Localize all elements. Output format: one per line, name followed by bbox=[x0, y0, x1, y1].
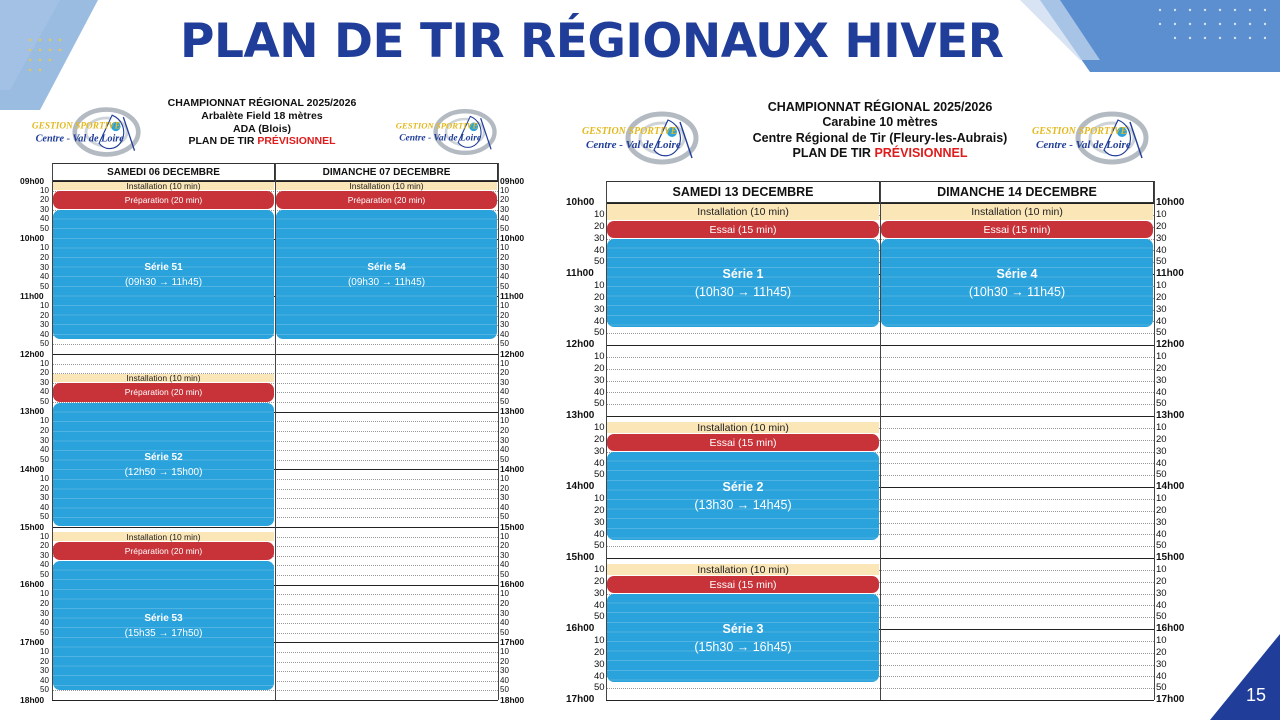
time-label-right: 10 bbox=[500, 185, 509, 195]
hour-gridline bbox=[606, 700, 1154, 701]
install-block: Installation (10 min) bbox=[607, 422, 879, 433]
prep-block: Essai (15 min) bbox=[607, 576, 879, 593]
serie-block bbox=[276, 210, 497, 339]
time-label-left: 20 bbox=[40, 310, 49, 320]
prep-block: Essai (15 min) bbox=[881, 221, 1153, 238]
serie-block bbox=[881, 239, 1153, 327]
time-label-left: 40 bbox=[594, 457, 605, 469]
time-label-right: 12h00 bbox=[500, 348, 525, 359]
time-label-left: 20 bbox=[40, 195, 49, 205]
time-label-right: 40 bbox=[1156, 315, 1167, 327]
time-label-left: 30 bbox=[40, 377, 49, 387]
time-label-left: 12h00 bbox=[20, 348, 45, 359]
time-label-left: 30 bbox=[594, 303, 605, 315]
time-label-right: 40 bbox=[500, 502, 509, 512]
time-label-left: 50 bbox=[594, 398, 605, 410]
time-label-right: 10 bbox=[1156, 280, 1167, 292]
logo-text-top: GESTION SPORTIVE bbox=[395, 120, 479, 131]
serie-title: Série 2 bbox=[722, 479, 764, 494]
time-label-left: 10 bbox=[40, 243, 49, 253]
time-label-left: 15h00 bbox=[20, 521, 45, 532]
time-label-right: 20 bbox=[500, 368, 509, 378]
serie-block bbox=[607, 239, 879, 327]
right-plan-status: PRÉVISIONNEL bbox=[874, 145, 968, 160]
time-label-left: 40 bbox=[40, 618, 49, 628]
time-label-left: 14h00 bbox=[20, 464, 45, 475]
time-label-right: 10 bbox=[500, 531, 509, 541]
time-label-right: 30 bbox=[500, 666, 509, 676]
serie-title: Série 54 bbox=[367, 261, 406, 273]
time-label-right: 40 bbox=[500, 214, 509, 224]
time-label-left: 10h00 bbox=[566, 197, 595, 208]
time-label-right: 20 bbox=[1156, 575, 1167, 587]
time-label-right: 20 bbox=[1156, 220, 1167, 232]
time-label-left: 15h00 bbox=[566, 552, 595, 563]
serie-time: (09h30 → 11h45) bbox=[347, 276, 426, 288]
time-label-left: 30 bbox=[594, 658, 605, 670]
day-header: DIMANCHE 07 DECEMBRE bbox=[275, 163, 498, 181]
time-label-left: 10 bbox=[594, 564, 605, 576]
time-label-left: 30 bbox=[594, 232, 605, 244]
time-label-right: 30 bbox=[1156, 587, 1167, 599]
time-label-left: 40 bbox=[40, 214, 49, 224]
time-label-left: 40 bbox=[40, 502, 49, 512]
time-label-right: 40 bbox=[500, 272, 509, 282]
time-label-left: 30 bbox=[40, 493, 49, 503]
corner-decoration-top-right bbox=[1020, 0, 1280, 72]
time-label-right: 50 bbox=[1156, 611, 1167, 623]
column-divider bbox=[498, 163, 499, 700]
time-label-right: 50 bbox=[500, 397, 509, 407]
time-label-left: 10 bbox=[40, 185, 49, 195]
time-label-left: 50 bbox=[40, 685, 49, 695]
time-label-left: 50 bbox=[40, 281, 49, 291]
corner-decoration-bottom-right bbox=[1210, 634, 1280, 720]
time-label-left: 12h00 bbox=[566, 339, 595, 350]
time-label-right: 10 bbox=[1156, 564, 1167, 576]
serie-time: (15h30 → 16h45) bbox=[694, 639, 792, 654]
time-label-left: 10 bbox=[594, 422, 605, 434]
time-label-right: 20 bbox=[500, 252, 509, 262]
time-label-left: 20 bbox=[40, 368, 49, 378]
time-label-right: 11h00 bbox=[1156, 268, 1184, 279]
install-block: Installation (10 min) bbox=[607, 204, 879, 221]
serie-time: (15h35 → 17h50) bbox=[124, 627, 203, 639]
prep-block: Essai (15 min) bbox=[607, 221, 879, 238]
time-label-right: 10h00 bbox=[500, 233, 525, 244]
serie-block bbox=[607, 594, 879, 682]
time-label-right: 30 bbox=[500, 262, 509, 272]
logo-text-top: GESTION SPORTIVE bbox=[1032, 126, 1128, 137]
time-label-right: 30 bbox=[1156, 303, 1167, 315]
time-label-right: 13h00 bbox=[1156, 410, 1185, 421]
day-header: DIMANCHE 14 DECEMBRE bbox=[880, 181, 1154, 203]
time-label-left: 30 bbox=[594, 445, 605, 457]
logo-left-2 bbox=[394, 106, 498, 158]
time-label-left: 40 bbox=[594, 315, 605, 327]
time-label-right: 10 bbox=[1156, 351, 1167, 363]
left-discipline: Arbalète Field 18 mètres bbox=[201, 109, 323, 122]
time-label-left: 40 bbox=[40, 387, 49, 397]
time-label-left: 10 bbox=[40, 473, 49, 483]
time-label-right: 30 bbox=[500, 320, 509, 330]
time-label-left: 13h00 bbox=[20, 406, 45, 417]
time-label-left: 50 bbox=[594, 682, 605, 694]
time-label-left: 50 bbox=[40, 397, 49, 407]
time-label-left: 30 bbox=[40, 666, 49, 676]
logo-right-1 bbox=[574, 108, 706, 168]
right-discipline: Carabine 10 mètres bbox=[822, 115, 938, 130]
time-label-right: 17h00 bbox=[1156, 694, 1185, 705]
prep-block: Préparation (20 min) bbox=[53, 191, 274, 209]
left-plan-prefix: PLAN DE TIR bbox=[188, 135, 258, 148]
time-label-right: 11h00 bbox=[500, 291, 524, 302]
logo-text-bottom: Centre - Val de Loire bbox=[399, 133, 482, 144]
time-label-left: 30 bbox=[594, 587, 605, 599]
time-label-right: 09h00 bbox=[500, 175, 525, 186]
time-label-left: 20 bbox=[594, 575, 605, 587]
right-panel-header bbox=[700, 100, 1060, 161]
time-label-left: 20 bbox=[594, 504, 605, 516]
serie-title: Série 4 bbox=[996, 266, 1038, 281]
time-label-right: 15h00 bbox=[1156, 552, 1185, 563]
time-label-left: 20 bbox=[594, 646, 605, 658]
time-label-left: 20 bbox=[594, 291, 605, 303]
time-label-right: 10 bbox=[1156, 635, 1167, 647]
time-label-left: 50 bbox=[40, 627, 49, 637]
time-label-left: 18h00 bbox=[20, 694, 45, 705]
time-label-left: 30 bbox=[594, 516, 605, 528]
time-label-right: 30 bbox=[500, 550, 509, 560]
left-plan-status: PRÉVISIONNEL bbox=[257, 135, 336, 148]
day-header: SAMEDI 13 DECEMBRE bbox=[606, 181, 880, 203]
serie-time: (13h30 → 14h45) bbox=[694, 497, 792, 512]
time-label-right: 30 bbox=[500, 435, 509, 445]
time-label-right: 50 bbox=[1156, 398, 1167, 410]
logo-text-top: GESTION SPORTIVE bbox=[582, 126, 678, 137]
time-label-left: 20 bbox=[594, 362, 605, 374]
time-label-left: 30 bbox=[40, 550, 49, 560]
time-label-left: 10 bbox=[40, 358, 49, 368]
page-number: 15 bbox=[1245, 685, 1266, 705]
time-label-left: 50 bbox=[40, 224, 49, 234]
time-label-right: 20 bbox=[1156, 433, 1167, 445]
time-label-right: 30 bbox=[500, 493, 509, 503]
time-label-left: 10 bbox=[40, 531, 49, 541]
time-label-right: 10 bbox=[500, 646, 509, 656]
time-label-left: 30 bbox=[40, 320, 49, 330]
time-label-right: 20 bbox=[1156, 504, 1167, 516]
time-label-left: 14h00 bbox=[566, 481, 595, 492]
time-label-right: 50 bbox=[1156, 469, 1167, 481]
time-label-left: 10 bbox=[40, 589, 49, 599]
time-label-left: 40 bbox=[40, 272, 49, 282]
time-label-left: 16h00 bbox=[566, 623, 595, 634]
time-label-right: 40 bbox=[500, 387, 509, 397]
serie-block bbox=[53, 210, 274, 339]
time-label-right: 20 bbox=[1156, 362, 1167, 374]
install-block: Installation (10 min) bbox=[881, 204, 1153, 221]
time-label-left: 40 bbox=[40, 675, 49, 685]
page-title: PLAN DE TIR RÉGIONAUX HIVER bbox=[180, 14, 1004, 69]
time-label-left: 10h00 bbox=[20, 233, 45, 244]
time-label-right: 50 bbox=[1156, 327, 1167, 339]
time-label-right: 20 bbox=[500, 483, 509, 493]
time-label-right: 20 bbox=[1156, 291, 1167, 303]
time-label-right: 50 bbox=[1156, 256, 1167, 268]
left-location: ADA (Blois) bbox=[233, 122, 291, 135]
time-label-right: 50 bbox=[500, 570, 509, 580]
time-label-left: 30 bbox=[40, 435, 49, 445]
time-label-left: 10 bbox=[594, 209, 605, 221]
time-label-left: 30 bbox=[594, 374, 605, 386]
time-label-left: 50 bbox=[594, 540, 605, 552]
right-plan-line bbox=[700, 146, 1060, 161]
time-label-left: 10 bbox=[594, 493, 605, 505]
time-label-right: 40 bbox=[1156, 457, 1167, 469]
serie-title: Série 51 bbox=[144, 261, 183, 273]
serie-title: Série 1 bbox=[722, 266, 764, 281]
time-label-left: 40 bbox=[594, 670, 605, 682]
time-label-right: 20 bbox=[500, 195, 509, 205]
time-label-right: 50 bbox=[500, 281, 509, 291]
serie-title: Série 52 bbox=[144, 451, 183, 463]
time-label-left: 40 bbox=[594, 244, 605, 256]
prep-block: Préparation (20 min) bbox=[53, 383, 274, 401]
hour-gridline bbox=[52, 700, 498, 701]
left-championship: CHAMPIONNAT RÉGIONAL 2025/2026 bbox=[167, 97, 357, 109]
time-label-right: 30 bbox=[500, 608, 509, 618]
time-label-left: 17h00 bbox=[566, 694, 595, 705]
prep-block: Essai (15 min) bbox=[607, 434, 879, 451]
logo-left-1 bbox=[26, 104, 146, 160]
time-label-right: 50 bbox=[500, 224, 509, 234]
time-label-right: 18h00 bbox=[500, 694, 525, 705]
time-label-right: 12h00 bbox=[1156, 339, 1185, 350]
day-header: SAMEDI 06 DECEMBRE bbox=[52, 163, 275, 181]
time-label-right: 10h00 bbox=[1156, 197, 1185, 208]
time-label-left: 10 bbox=[594, 280, 605, 292]
time-label-left: 13h00 bbox=[566, 410, 595, 421]
time-label-right: 10 bbox=[1156, 422, 1167, 434]
time-label-left: 30 bbox=[40, 262, 49, 272]
time-label-left: 10 bbox=[40, 416, 49, 426]
logo-text-bottom: Centre - Val de Loire bbox=[586, 139, 681, 151]
time-label-left: 16h00 bbox=[20, 579, 45, 590]
time-label-right: 40 bbox=[1156, 386, 1167, 398]
time-label-left: 40 bbox=[594, 386, 605, 398]
time-label-left: 20 bbox=[594, 220, 605, 232]
time-label-right: 20 bbox=[500, 541, 509, 551]
time-label-right: 10 bbox=[1156, 493, 1167, 505]
time-label-right: 50 bbox=[500, 454, 509, 464]
time-label-right: 14h00 bbox=[1156, 481, 1185, 492]
time-label-right: 50 bbox=[1156, 540, 1167, 552]
time-label-left: 17h00 bbox=[20, 637, 45, 648]
time-label-right: 10 bbox=[500, 473, 509, 483]
right-schedule bbox=[566, 181, 1194, 705]
time-label-left: 10 bbox=[40, 300, 49, 310]
time-label-right: 40 bbox=[500, 675, 509, 685]
time-label-left: 50 bbox=[594, 611, 605, 623]
logo-text-bottom: Centre - Val de Loire bbox=[35, 133, 124, 145]
time-label-left: 20 bbox=[40, 252, 49, 262]
time-label-right: 40 bbox=[500, 329, 509, 339]
install-block: Installation (10 min) bbox=[607, 564, 879, 575]
logo-text-top: GESTION SPORTIVE bbox=[31, 121, 121, 132]
serie-title: Série 3 bbox=[722, 621, 764, 636]
time-label-left: 50 bbox=[594, 256, 605, 268]
time-label-left: 50 bbox=[594, 469, 605, 481]
time-label-left: 50 bbox=[40, 454, 49, 464]
right-location: Centre Régional de Tir (Fleury-les-Aubrais) bbox=[752, 130, 1008, 145]
time-label-right: 10 bbox=[500, 243, 509, 253]
time-label-right: 10 bbox=[1156, 209, 1167, 221]
right-championship: CHAMPIONNAT RÉGIONAL 2025/2026 bbox=[767, 100, 993, 114]
time-label-right: 30 bbox=[1156, 232, 1167, 244]
prep-block: Préparation (20 min) bbox=[53, 542, 274, 560]
serie-block bbox=[607, 452, 879, 540]
time-label-left: 20 bbox=[40, 425, 49, 435]
time-label-right: 30 bbox=[1156, 658, 1167, 670]
time-label-right: 16h00 bbox=[1156, 623, 1185, 634]
serie-time: (12h50 → 15h00) bbox=[124, 466, 203, 478]
time-label-right: 20 bbox=[500, 310, 509, 320]
serie-time: (10h30 → 11h45) bbox=[968, 284, 1066, 299]
time-label-left: 20 bbox=[40, 541, 49, 551]
time-label-right: 30 bbox=[1156, 374, 1167, 386]
time-label-left: 40 bbox=[40, 560, 49, 570]
time-label-left: 50 bbox=[594, 327, 605, 339]
time-label-right: 50 bbox=[1156, 682, 1167, 694]
time-label-left: 50 bbox=[40, 512, 49, 522]
corner-decoration-top-left bbox=[0, 0, 100, 110]
logo-text-bottom: Centre - Val de Loire bbox=[1036, 139, 1131, 151]
time-label-left: 10 bbox=[40, 646, 49, 656]
time-label-left: 40 bbox=[594, 528, 605, 540]
install-block: Installation (10 min) bbox=[53, 532, 274, 541]
time-label-right: 30 bbox=[500, 377, 509, 387]
time-label-right: 30 bbox=[1156, 516, 1167, 528]
serie-block bbox=[53, 561, 274, 690]
time-label-left: 10 bbox=[594, 635, 605, 647]
time-label-right: 40 bbox=[500, 618, 509, 628]
time-label-right: 10 bbox=[500, 416, 509, 426]
time-label-left: 11h00 bbox=[566, 268, 594, 279]
time-label-right: 14h00 bbox=[500, 464, 525, 475]
time-label-right: 50 bbox=[500, 685, 509, 695]
time-label-left: 40 bbox=[594, 599, 605, 611]
time-label-right: 50 bbox=[500, 339, 509, 349]
left-schedule bbox=[20, 163, 530, 705]
time-label-right: 20 bbox=[500, 656, 509, 666]
left-panel-header bbox=[140, 97, 384, 148]
time-label-right: 40 bbox=[1156, 670, 1167, 682]
time-label-right: 40 bbox=[1156, 528, 1167, 540]
time-label-right: 50 bbox=[500, 627, 509, 637]
time-label-right: 30 bbox=[500, 204, 509, 214]
time-label-right: 40 bbox=[500, 560, 509, 570]
time-label-left: 10 bbox=[594, 351, 605, 363]
time-label-right: 10 bbox=[500, 300, 509, 310]
serie-title: Série 53 bbox=[144, 612, 183, 624]
time-label-right: 20 bbox=[500, 598, 509, 608]
time-label-right: 30 bbox=[1156, 445, 1167, 457]
time-label-right: 10 bbox=[500, 358, 509, 368]
time-label-right: 20 bbox=[500, 425, 509, 435]
time-label-right: 13h00 bbox=[500, 406, 525, 417]
time-label-left: 40 bbox=[40, 329, 49, 339]
install-block: Installation (10 min) bbox=[53, 374, 274, 383]
time-label-left: 40 bbox=[40, 445, 49, 455]
time-label-right: 40 bbox=[500, 445, 509, 455]
time-label-left: 20 bbox=[594, 433, 605, 445]
time-label-left: 50 bbox=[40, 339, 49, 349]
time-label-right: 16h00 bbox=[500, 579, 525, 590]
time-label-right: 40 bbox=[1156, 599, 1167, 611]
serie-time: (10h30 → 11h45) bbox=[694, 284, 792, 299]
column-divider bbox=[1154, 181, 1155, 700]
time-label-left: 30 bbox=[40, 608, 49, 618]
time-label-left: 20 bbox=[40, 598, 49, 608]
time-label-left: 20 bbox=[40, 483, 49, 493]
time-label-left: 50 bbox=[40, 570, 49, 580]
install-block: Installation (10 min) bbox=[53, 182, 274, 191]
left-plan-line bbox=[140, 135, 384, 148]
prep-block: Préparation (20 min) bbox=[276, 191, 497, 209]
time-label-left: 11h00 bbox=[20, 291, 44, 302]
right-plan-prefix: PLAN DE TIR bbox=[792, 145, 875, 160]
time-label-right: 20 bbox=[1156, 646, 1167, 658]
time-label-right: 50 bbox=[500, 512, 509, 522]
time-label-left: 20 bbox=[40, 656, 49, 666]
time-label-left: 09h00 bbox=[20, 175, 45, 186]
serie-block bbox=[53, 403, 274, 527]
install-block: Installation (10 min) bbox=[276, 182, 497, 191]
time-label-right: 17h00 bbox=[500, 637, 525, 648]
serie-time: (09h30 → 11h45) bbox=[124, 276, 203, 288]
time-label-right: 10 bbox=[500, 589, 509, 599]
time-label-right: 40 bbox=[1156, 244, 1167, 256]
time-label-left: 30 bbox=[40, 204, 49, 214]
time-label-right: 15h00 bbox=[500, 521, 525, 532]
